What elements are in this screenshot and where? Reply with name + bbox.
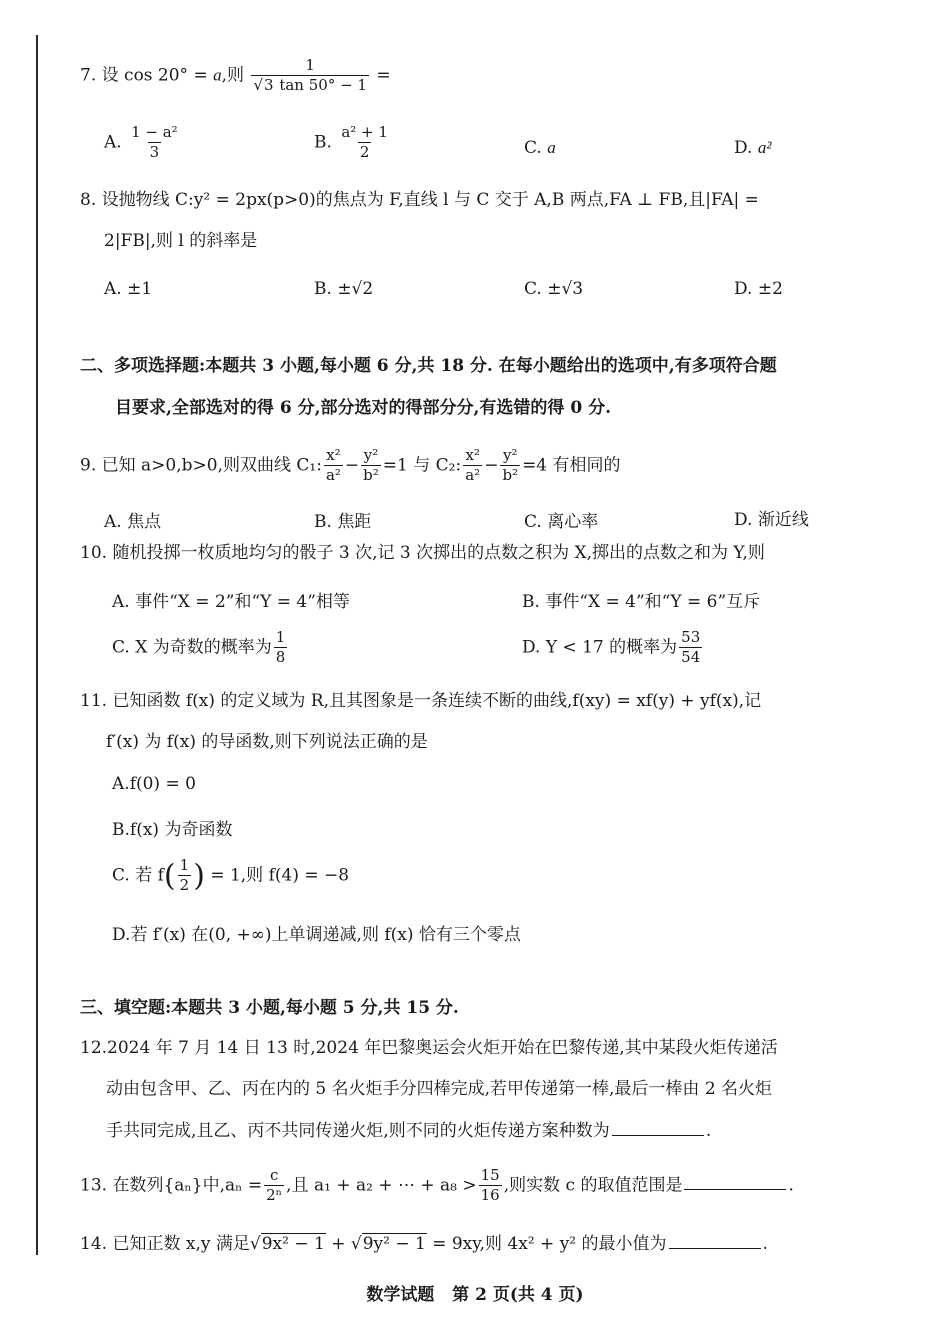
option-text: 焦距 [337, 512, 372, 532]
question-stem: 设 cos 20° = [101, 65, 214, 86]
period: . [705, 1121, 712, 1141]
question-number: 7. [80, 65, 97, 86]
question-stem: f′(x) 为 f(x) 的导函数,则下列说法正确的是 [106, 732, 428, 752]
section-3-heading [80, 1000, 459, 1017]
question-12-line-1 [80, 1040, 778, 1057]
numerator: a² + 1 [341, 123, 388, 141]
question-number: 8. [80, 190, 97, 210]
denominator: 2 [179, 875, 190, 894]
denominator: 2 [359, 142, 370, 161]
numerator: c [269, 1166, 279, 1184]
denominator: 2ⁿ [266, 1185, 283, 1204]
fraction [178, 858, 192, 894]
question-stem: = 9xy,则 4x² + y² 的最小值为 [426, 1234, 667, 1254]
page-margin-line [36, 35, 38, 1255]
q9-option-b[interactable] [314, 507, 371, 532]
q7-option-c[interactable] [524, 138, 556, 158]
question-11-line-1 [80, 693, 761, 710]
question-14: 14. 已知正数 x,y 满足√9x² − 1 + √9y² − 1 = 9xy,则 4x² + y² 的最小值为 . [80, 1234, 768, 1254]
denominator: 8 [275, 647, 286, 666]
question-stem: 设抛物线 C:y² = 2px(p>0)的焦点为 F,直线 l 与 C 交于 A,B 两点,FA ⊥ FB,且|FA| = [101, 190, 759, 210]
question-number: 13. [80, 1175, 108, 1196]
question-stem: ,则 [221, 65, 245, 86]
option-label: A. [104, 132, 122, 153]
option-text: ±2 [757, 279, 783, 299]
question-number: 11. [80, 691, 108, 711]
numerator: 1 − a² [131, 123, 178, 141]
numerator: 1 [179, 856, 190, 874]
question-8-line-1 [80, 192, 759, 209]
question-stem: 2|FB|,则 l 的斜率是 [104, 231, 258, 251]
period: . [788, 1175, 794, 1196]
denominator: 3 [149, 142, 160, 161]
q11-option-b[interactable] [112, 815, 232, 840]
variable: a [213, 65, 222, 85]
question-stem: 已知正数 x,y 满足 [112, 1234, 250, 1254]
q11-option-a[interactable] [112, 774, 196, 794]
option-text: 事件“X = 2”和“Y = 4”相等 [135, 592, 350, 612]
option-label: D. [112, 925, 131, 945]
q10-option-b[interactable] [522, 587, 760, 612]
fraction [324, 448, 343, 484]
question-stem: =1 与 C₂: [382, 455, 462, 476]
q8-option-c[interactable] [524, 279, 583, 299]
denominator: a² [325, 465, 341, 484]
option-label: D. [734, 279, 753, 299]
denominator: b² [363, 465, 379, 484]
denominator: 54 [681, 647, 701, 666]
q10-option-a[interactable] [112, 587, 350, 612]
question-stem: =4 有相同的 [522, 455, 621, 476]
option-text: = 1,则 f(4) = −8 [210, 865, 350, 886]
option-text: 事件“X = 4”和“Y = 6”互斥 [545, 592, 761, 612]
fraction [274, 630, 288, 666]
question-number: 10. [80, 543, 108, 563]
numerator: y² [503, 446, 518, 464]
operator: + [325, 1234, 351, 1254]
right-paren: ) [193, 858, 205, 894]
option-label: C. [112, 637, 130, 658]
fraction [479, 1168, 502, 1204]
option-label: B. [522, 592, 540, 612]
answer-blank[interactable] [612, 1121, 704, 1136]
q7-option-b[interactable] [314, 125, 392, 161]
question-8-line-2 [104, 233, 257, 250]
option-text: 渐近线 [757, 510, 809, 530]
answer-blank[interactable] [684, 1175, 786, 1190]
question-7 [80, 58, 391, 94]
subject-title: 数学试题 [366, 1285, 435, 1305]
q11-option-d[interactable] [112, 920, 521, 945]
question-stem: 手共同完成,且乙、丙不共同传递火炬,则不同的火炬传递方案种数为 [106, 1121, 610, 1141]
q7-option-d[interactable] [734, 138, 771, 158]
question-stem: 动由包含甲、乙、丙在内的 5 名火炬手分四棒完成,若甲传递第一棒,最后一棒由 2 名火炬 [106, 1079, 773, 1099]
numerator: 1 [305, 56, 315, 74]
q10-option-c[interactable] [112, 630, 289, 666]
question-9: 9. 已知 a>0,b>0,则双曲线 C₁: $\frac{\text{x²}}{\text{a²}}$ − $\frac{\text{y²}}{\text{b²}}$ =1 与 C₂: $\frac{\text{x²}}{\text{a²}}$ − $\frac{\text{y²}}{\text{b²}}$ =4 有相同的 [80, 446, 621, 484]
option-label: A. [104, 279, 122, 299]
option-text: 若 f′(x) 在(0, +∞)上单调递减,则 f(x) 恰有三个零点 [130, 925, 521, 945]
option-text: f(0) = 0 [129, 774, 196, 794]
question-number: 9. [80, 455, 97, 476]
question-10 [80, 545, 765, 562]
option-text: Y < 17 的概率为 [545, 637, 678, 658]
option-text: a [547, 138, 556, 157]
option-label: A. [112, 774, 130, 794]
question-stem: = [370, 65, 391, 86]
section-heading-text: 三、填空题:本题共 3 小题,每小题 5 分,共 15 分. [80, 998, 459, 1018]
section-2-heading-cont [115, 400, 611, 417]
question-stem: 随机投掷一枚质地均匀的骰子 3 次,记 3 次掷出的点数之积为 X,掷出的点数之和为 Y,则 [112, 543, 765, 563]
option-text: X 为奇数的概率为 [135, 637, 272, 658]
numerator: x² [326, 446, 341, 464]
fraction [129, 125, 180, 161]
radicand: 9x² − 1 [261, 1234, 325, 1254]
answer-blank[interactable] [669, 1234, 761, 1249]
fraction [679, 630, 702, 666]
q8-option-d[interactable] [734, 279, 783, 299]
option-label: B. [314, 279, 332, 299]
radicand: 9y² − 1 [362, 1234, 426, 1254]
option-label: A. [112, 592, 130, 612]
section-heading-text: 目要求,全部选对的得 6 分,部分选对的得部分分,有选错的得 0 分. [115, 398, 612, 418]
q9-option-c[interactable] [524, 507, 598, 532]
option-label: D. [734, 510, 753, 530]
option-text: 离心率 [547, 512, 599, 532]
denominator-rest: tan 50° − 1 [279, 75, 367, 94]
fraction [361, 448, 381, 484]
option-label: B. [112, 820, 130, 840]
q8-option-b[interactable] [314, 279, 373, 299]
denominator: √3 tan 50° − 1 [253, 75, 367, 94]
fraction [500, 448, 520, 484]
option-label: C. [524, 138, 542, 158]
question-stem: 已知 a>0,b>0,则双曲线 C₁: [101, 455, 322, 476]
option-label: B. [314, 132, 332, 153]
option-text: ±1 [127, 279, 153, 299]
question-13 [80, 1168, 794, 1204]
option-label: B. [314, 512, 332, 532]
option-label: C. [524, 279, 542, 299]
q10-option-d[interactable] [522, 630, 704, 666]
option-label: D. [734, 138, 753, 158]
q9-option-a[interactable] [104, 507, 161, 532]
radicand: 3 [264, 75, 274, 94]
period: . [762, 1234, 768, 1254]
numerator: x² [465, 446, 480, 464]
option-text: ±√3 [547, 279, 584, 299]
question-12-line-2 [106, 1081, 772, 1098]
question-11-line-2 [106, 734, 428, 751]
question-stem: ,则实数 c 的取值范围是 [503, 1175, 683, 1196]
section-2-heading [80, 358, 777, 375]
numerator: 15 [480, 1166, 500, 1184]
denominator: 16 [480, 1185, 500, 1204]
question-stem: 2024 年 7 月 14 日 13 时,2024 年巴黎奥运会火炬开始在巴黎传递,其中某段火炬传递活 [107, 1038, 778, 1058]
option-label: A. [104, 512, 122, 532]
section-heading-text: 二、多项选择题:本题共 3 小题,每小题 6 分,共 18 分. 在每小题给出的选项中,有多项符合题 [80, 356, 777, 376]
numerator: 53 [681, 628, 701, 646]
q7-option-a[interactable] [104, 125, 182, 161]
question-stem: 已知函数 f(x) 的定义域为 R,且其图象是一条连续不断的曲线,f(xy) = xf(y) + yf(x),记 [112, 691, 762, 711]
left-paren: ( [163, 858, 176, 894]
fraction [264, 1168, 284, 1204]
numerator: 1 [275, 628, 286, 646]
denominator: a² [465, 465, 481, 484]
option-label: C. [524, 512, 542, 532]
fraction [251, 58, 369, 94]
numerator: y² [363, 446, 379, 464]
option-label: D. [522, 637, 541, 658]
question-12-line-3 [106, 1121, 711, 1140]
question-number: 14. [80, 1234, 108, 1254]
page-footer [0, 1280, 950, 1305]
option-text: 若 f [135, 865, 164, 886]
fraction [463, 448, 482, 484]
page-number: 第 2 页(共 4 页) [452, 1285, 584, 1305]
question-number: 12. [80, 1038, 108, 1058]
question-stem: 在数列{aₙ}中,aₙ = [112, 1175, 263, 1196]
option-text: f(x) 为奇函数 [129, 820, 233, 840]
option-label: C. [112, 865, 130, 886]
q11-option-c[interactable] [112, 858, 349, 894]
question-stem: ,且 a₁ + a₂ + ⋯ + a₈ > [286, 1175, 477, 1196]
denominator: b² [502, 465, 519, 484]
option-text: 焦点 [127, 512, 162, 532]
option-text: a² [757, 138, 772, 157]
q8-option-a[interactable] [104, 279, 152, 299]
q9-option-d[interactable] [734, 505, 809, 530]
fraction [339, 125, 390, 161]
option-text: ±√2 [337, 279, 374, 299]
